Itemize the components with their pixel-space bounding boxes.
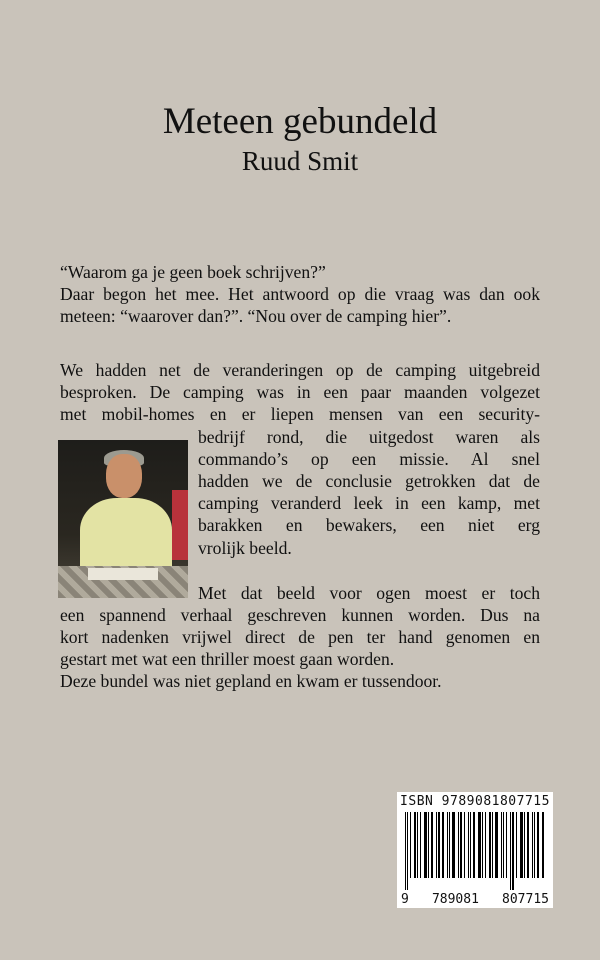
text-line: besproken. De camping was in een paar maanden volgezet [60,382,540,402]
barcode-bar [520,812,523,878]
barcode-bar [407,812,408,890]
barcode-bar [503,812,504,878]
barcode-bar [489,812,491,878]
barcode-bar [428,812,429,878]
barcode-bar [470,812,471,878]
barcode-bar [468,812,469,878]
text-line: Daar begon het mee. Het antwoord op die vraag was dan ook [60,284,540,304]
text-line: meteen: “waarover dan?”. “Nou over de camping hier”. [60,306,452,326]
barcode-bar [537,812,539,878]
barcode-bar [452,812,455,878]
barcode-bar [506,812,507,878]
text-line: barakken en bewakers, een niet erg [198,515,540,535]
text-line: camping veranderd leek in een kamp, met [198,493,540,513]
isbn-barcode [397,792,553,908]
text-line: een spannend verhaal geschreven kunnen worden. Dus na [60,605,540,625]
barcode-bar [410,812,411,878]
barcode-bar [473,812,475,878]
text-line: Met dat beeld voor ogen moest er toch [198,583,540,603]
barcode-bar [542,812,544,878]
barcode-bar [482,812,483,878]
barcode-bar [438,812,440,878]
barcode-bar [449,812,450,878]
text-line: hadden we de conclusie getrokken dat de [198,471,540,491]
barcode-bar [414,812,416,878]
author-name: Ruud Smit [241,146,359,176]
barcode-bar [534,812,535,878]
barcode-bar [532,812,533,878]
text-line: met mobil-homes en er liepen mensen van een security- [60,404,540,424]
barcode-digit-group: 9 [401,892,409,907]
barcode-bar [512,812,514,890]
barcode-bar [436,812,437,878]
barcode-bar [447,812,448,878]
barcode-bar [501,812,502,878]
text-line: Deze bundel was niet gepland en kwam er tussendoor. [60,671,442,691]
barcode-digit-group: 807715 [502,892,549,907]
text-line: We hadden net de veranderingen op de camping uitgebreid [60,360,540,380]
text-line: commando’s op een missie. Al snel [198,449,540,469]
text-line: gestart met wat een thriller moest gaan worden. [60,649,395,669]
book-title: Meteen gebundeld [162,101,438,142]
barcode-bar [516,812,517,878]
barcode-bar [527,812,529,878]
barcode-bar [492,812,493,878]
barcode-bar [458,812,459,878]
barcode-bar [485,812,486,878]
barcode-bar [460,812,462,878]
barcode-bar [478,812,481,878]
barcode-bar [420,812,421,878]
text-line: bedrijf rond, die uitgedost waren als [198,427,540,447]
barcode-bar [510,812,511,890]
barcode-digit-group: 789081 [431,892,479,907]
text-line: kort nadenken vrijwel direct de pen ter hand genomen en [60,627,540,647]
isbn-label: ISBN 9789081807715 [400,794,550,809]
barcode-bars [405,812,545,890]
barcode-bar [495,812,498,878]
barcode-bar [417,812,418,878]
text-line: “Waarom ga je geen boek schrijven?” [60,262,326,282]
barcode-digits [401,892,549,907]
barcode-bar [431,812,433,878]
barcode-bar [524,812,525,878]
barcode-bar [464,812,465,878]
barcode-bar [424,812,427,878]
barcode-bar [442,812,444,878]
barcode-bar [405,812,406,890]
text-line: vrolijk beeld. [198,538,292,558]
author-photo [58,440,188,598]
